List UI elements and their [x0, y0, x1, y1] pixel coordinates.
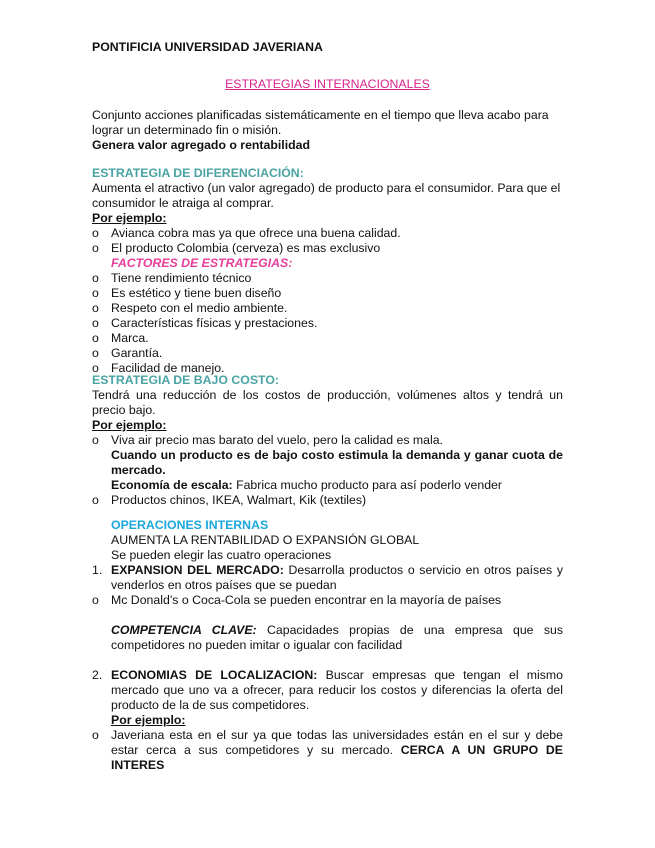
bajo-costo-example-label: Por ejemplo: [92, 418, 167, 432]
intro-section [92, 108, 563, 153]
list-item: o Características físicas y prestaciones. [92, 316, 318, 330]
bullet-marker: o [92, 433, 99, 447]
bullet-marker: o [92, 271, 99, 285]
operaciones-section [92, 518, 563, 773]
bajo-costo-section [92, 373, 563, 508]
list-item: o Avianca cobra mas ya que ofrece una buena calidad. [92, 226, 401, 240]
list-item: 1. EXPANSION DEL MERCADO: Desarrolla productos o servicio en otros países y venderlos en otros países que se puedan [92, 563, 563, 592]
list-item: o El producto Colombia (cerveza) es mas exclusivo [92, 241, 381, 255]
diferenciacion-example-label: Por ejemplo: [92, 211, 167, 225]
operaciones-line1: AUMENTA LA RENTABILIDAD O EXPANSIÓN GLOBAL [111, 533, 420, 547]
bullet-marker: o [92, 493, 99, 507]
bullet-marker: o [92, 331, 99, 345]
list-item: o Viva air precio mas barato del vuelo, pero la calidad es mala. [92, 433, 443, 447]
list-item: o Marca. [92, 331, 149, 345]
list-item: o Garantía. [92, 346, 163, 360]
diferenciacion-section [92, 166, 563, 376]
item2-example-label: Por ejemplo: [111, 713, 186, 727]
bajo-costo-bold-statement: Cuando un producto es de bajo costo estimula la demanda y ganar cuota de mercado. [111, 448, 563, 477]
bullet-marker: o [92, 241, 99, 255]
operaciones-heading: OPERACIONES INTERNAS [111, 518, 269, 532]
list-item: o Tiene rendimiento técnico [92, 271, 252, 285]
diferenciacion-heading: ESTRATEGIA DE DIFERENCIACIÓN: [92, 166, 304, 180]
bullet-marker: o [92, 286, 99, 300]
list-item: o Javeriana esta en el sur ya que todas las universidades están en el sur y debe estar cerca a sus competidores y su mercado. CERCA A UN GRUPO DE INTERES [92, 728, 563, 772]
document-title: ESTRATEGIAS INTERNACIONALES [225, 77, 430, 91]
list-item: 2. ECONOMIAS DE LOCALIZACION: Buscar empresas que tengan el mismo mercado que uno va a ofrecer, para reducir los costos y diferencias la oferta del producto de la de sus competidores. [92, 668, 563, 712]
bullet-marker: o [92, 226, 99, 240]
document-title-wrap [92, 77, 563, 92]
bajo-costo-text: Tendrá una reducción de los costos de producción, volúmenes altos y tendrá un precio bajo. [92, 388, 563, 417]
list-item: o Respeto con el medio ambiente. [92, 301, 288, 315]
bajo-costo-heading: ESTRATEGIA DE BAJO COSTO: [92, 373, 279, 387]
list-item: o Es estético y tiene buen diseño [92, 286, 282, 300]
bullet-marker: o [92, 361, 99, 375]
list-item: o Productos chinos, IKEA, Walmart, Kik (textiles) [92, 493, 367, 507]
diferenciacion-text: Aumenta el atractivo (un valor agregado) de producto para el consumidor. Para que el consumidor le atraiga al comprar. [92, 181, 561, 210]
operaciones-line2: Se pueden elegir las cuatro operaciones [111, 548, 332, 562]
list-item: o Facilidad de manejo. [92, 361, 225, 375]
bullet-marker: o [92, 346, 99, 360]
intro-bold: Genera valor agregado o rentabilidad [92, 138, 310, 152]
factores-heading: FACTORES DE ESTRATEGIAS: [111, 256, 293, 270]
economia-escala: Economía de escala: Fabrica mucho producto para así poderlo vender [111, 478, 502, 492]
competencia-clave: COMPETENCIA CLAVE: Capacidades propias de una empresa que sus competidores no pueden imitar o igualar con facilidad [111, 623, 564, 652]
list-number: 2. [92, 668, 103, 682]
bullet-marker: o [92, 728, 99, 742]
bullet-marker: o [92, 316, 99, 330]
list-number: 1. [92, 563, 103, 577]
bullet-marker: o [92, 301, 99, 315]
intro-text: Conjunto acciones planificadas sistemáticamente en el tiempo que lleva acabo para lograr un determinado fin o misión. [92, 108, 549, 137]
list-item: o Mc Donald’s o Coca-Cola se pueden encontrar en la mayoría de países [92, 593, 502, 607]
bullet-marker: o [92, 593, 99, 607]
university-header: PONTIFICIA UNIVERSIDAD JAVERIANA [92, 40, 323, 54]
